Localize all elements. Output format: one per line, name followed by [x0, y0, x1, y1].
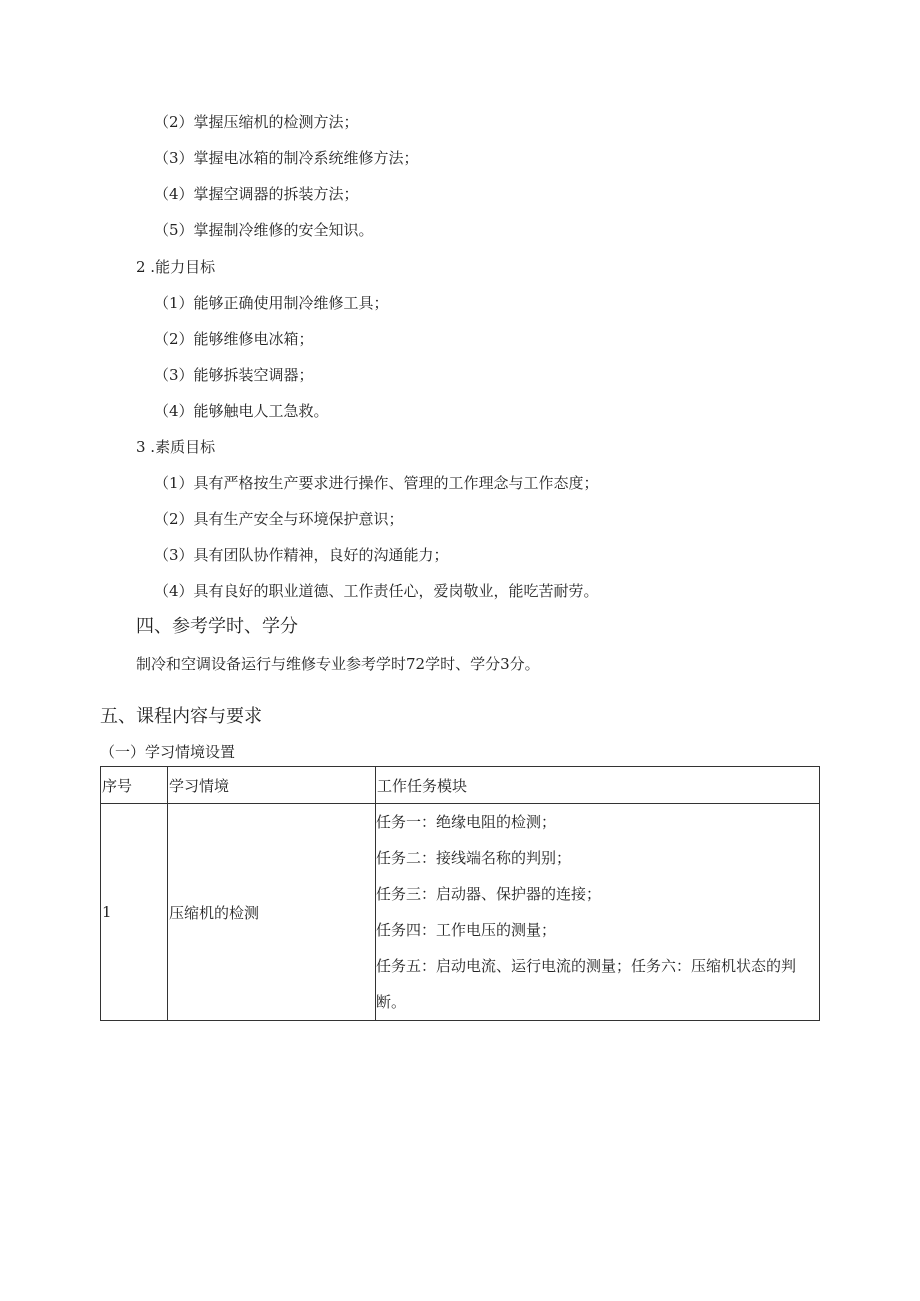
- knowledge-item: （4）掌握空调器的拆装方法；: [154, 185, 359, 203]
- ability-item: （1）能够正确使用制冷维修工具；: [154, 294, 389, 312]
- section4-body: 制冷和空调设备运行与维修专业参考学时72学时、学分3分。: [136, 655, 540, 673]
- section4-heading: 四、参考学时、学分: [136, 616, 298, 637]
- quality-item: （2）具有生产安全与环境保护意识；: [154, 510, 404, 528]
- task-item: 任务一：绝缘电阻的检测；: [376, 813, 557, 831]
- ability-item: （2）能够维修电冰箱；: [154, 330, 314, 348]
- section5-heading: 五、课程内容与要求: [100, 706, 262, 727]
- task-item: 任务四：工作电压的测量；: [376, 921, 557, 939]
- header-tasks: 工作任务模块: [376, 767, 820, 804]
- quality-item: （1）具有严格按生产要求进行操作、管理的工作理念与工作态度；: [154, 474, 599, 492]
- header-scenario: 学习情境: [168, 767, 376, 804]
- task-item: 任务二：接线端名称的判别；: [376, 849, 572, 867]
- header-no: 序号: [101, 767, 168, 804]
- table-header-row: [101, 767, 820, 804]
- section5-subheading: （一）学习情境设置: [100, 743, 236, 761]
- knowledge-item: （5）掌握制冷维修的安全知识。: [154, 221, 374, 239]
- knowledge-item: （3）掌握电冰箱的制冷系统维修方法；: [154, 149, 419, 167]
- ability-item: （4）能够触电人工急救。: [154, 402, 329, 420]
- knowledge-item: （2）掌握压缩机的检测方法；: [154, 113, 359, 131]
- table-row: [101, 804, 820, 1021]
- row-scenario: 压缩机的检测: [168, 804, 376, 1021]
- learning-scenario-table: [100, 766, 820, 1021]
- quality-item: （3）具有团队协作精神，良好的沟通能力；: [154, 546, 449, 564]
- quality-item: （4）具有良好的职业道德、工作责任心，爱岗敬业，能吃苦耐劳。: [154, 582, 599, 600]
- row-tasks: [376, 804, 820, 1021]
- ability-item: （3）能够拆装空调器；: [154, 366, 314, 384]
- task-item: 任务五：启动电流、运行电流的测量；任务六：压缩机状态的判断。: [376, 957, 797, 1011]
- row-no: 1: [101, 804, 168, 1021]
- task-item: 任务三：启动器、保护器的连接；: [376, 885, 602, 903]
- quality-heading: 3 .素质目标: [136, 438, 216, 456]
- ability-heading: 2 .能力目标: [136, 258, 216, 276]
